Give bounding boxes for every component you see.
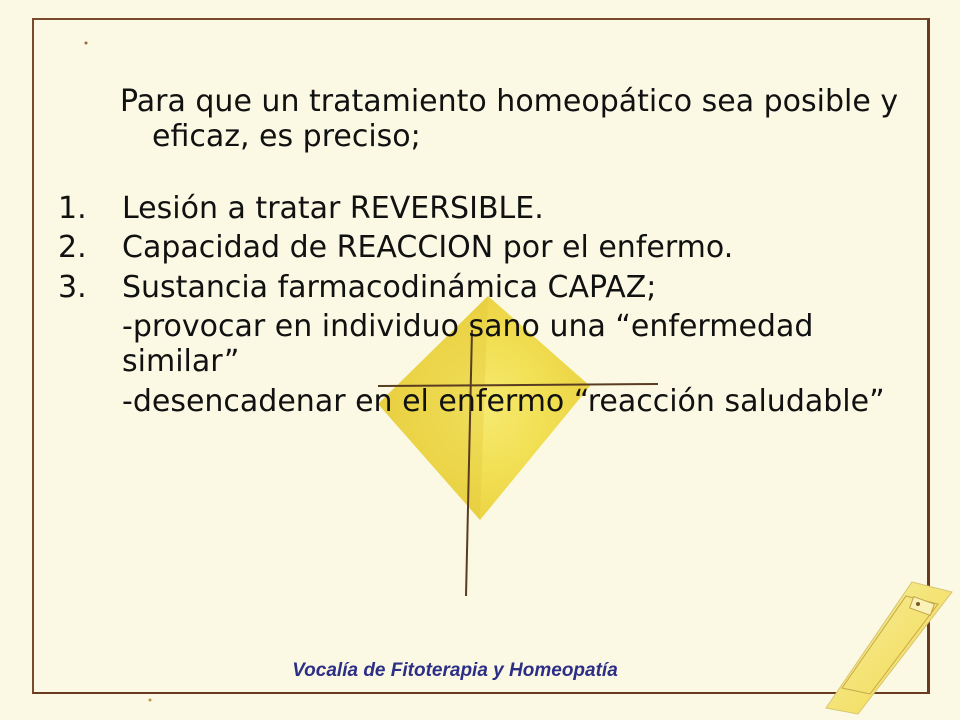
footer-text: Vocalía de Fitoterapia y Homeopatía (292, 660, 618, 681)
ruler-strip-image (826, 582, 952, 714)
numbered-list (58, 191, 918, 305)
list-item-text: Capacidad de REACCION por el enfermo. (122, 230, 734, 266)
list-item-text: Lesión a tratar REVERSIBLE. (122, 190, 544, 226)
list-item-text: Sustancia farmacodinámica CAPAZ; (122, 269, 657, 305)
slide-content (58, 84, 918, 423)
list-item-number: 1. (58, 190, 87, 226)
sub-item: -provocar en individuo sano una “enfermedad similar” (122, 308, 814, 380)
decorative-dot (85, 42, 88, 45)
intro-text: Para que un tratamiento homeopático sea posible y eficaz, es preciso; (120, 84, 899, 155)
list-item (58, 270, 918, 305)
list-item (58, 191, 918, 226)
decorative-dot (149, 699, 152, 702)
list-item-number: 3. (58, 269, 87, 305)
list-item-number: 2. (58, 230, 87, 266)
sub-item: -desencadenar en el enfermo “reacción saludable” (122, 383, 885, 419)
list-item (58, 230, 918, 265)
